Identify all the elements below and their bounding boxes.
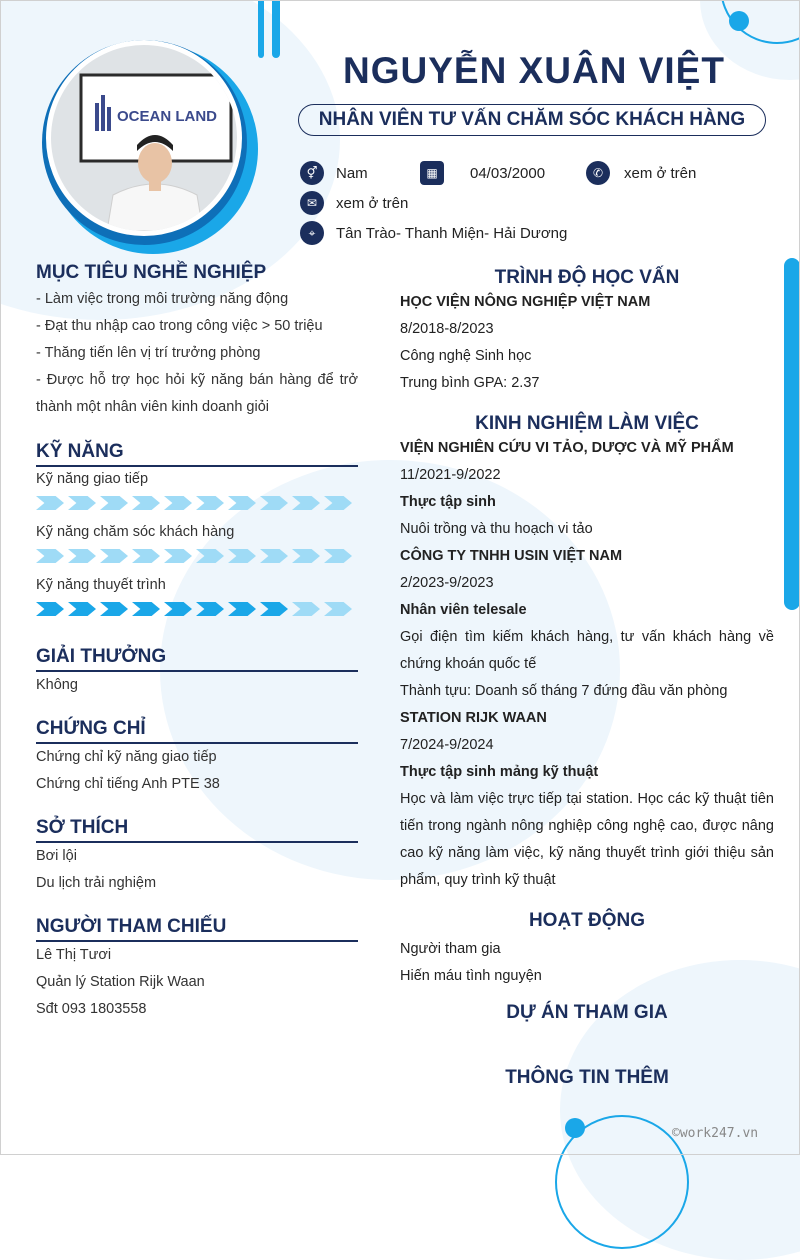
watermark: ©work247.vn: [672, 1126, 759, 1141]
job-period: 11/2021-9/2022: [400, 467, 501, 483]
education-title: TRÌNH ĐỘ HỌC VẤN: [494, 267, 680, 288]
company-name: STATION RIJK WAAN: [400, 710, 547, 726]
certificate-line: Chứng chỉ tiếng Anh PTE 38: [36, 776, 220, 792]
skill-name: Kỹ năng chăm sóc khách hàng: [36, 524, 235, 540]
company-name: CÔNG TY TNHH USIN VIỆT NAM: [400, 548, 623, 564]
objective-line: - Thăng tiến lên vị trí trưởng phòng: [36, 345, 261, 361]
birthdate-text: 04/03/2000: [470, 164, 546, 182]
reference-line: Quản lý Station Rijk Waan: [36, 974, 205, 990]
candidate-name: NGUYỄN XUÂN VIỆT: [343, 50, 725, 91]
reference-line: Sđt 093 1803558: [36, 1001, 147, 1017]
skill-name: Kỹ năng thuyết trình: [36, 577, 166, 593]
skills-title: KỸ NĂNG: [36, 441, 124, 462]
email-text: xem ở trên: [336, 194, 409, 212]
experience-title: KINH NGHIỆM LÀM VIỆC: [475, 413, 699, 434]
job-period: 2/2023-9/2023: [400, 575, 494, 591]
phone-icon: ✆: [586, 161, 610, 185]
hobby-line: Bơi lội: [36, 848, 77, 864]
activities-title: HOẠT ĐỘNG: [528, 910, 646, 931]
job-detail: Nuôi trồng và thu hoạch vi tảo: [400, 521, 593, 537]
job-period: 7/2024-9/2024: [400, 737, 494, 753]
calendar-icon: ▦: [420, 161, 444, 185]
location-icon: ⌖: [300, 221, 324, 245]
references-title: NGƯỜI THAM CHIẾU: [36, 916, 227, 937]
certificates-title: CHỨNG CHỈ: [36, 718, 146, 739]
gender-text: Nam: [336, 164, 368, 182]
job-detail: Thành tựu: Doanh số tháng 7 đứng đầu văn phòng: [400, 683, 728, 699]
activity-line: Người tham gia: [400, 941, 501, 957]
job-detail: Gọi điện tìm kiếm khách hàng, tư vấn khách hàng về chứng khoán quốc tế: [400, 629, 774, 672]
education-period: 8/2018-8/2023: [400, 321, 494, 337]
hobbies-title: SỞ THÍCH: [36, 817, 129, 838]
objective-line: - Đạt thu nhập cao trong công việc > 50 triệu: [36, 318, 323, 334]
education-gpa: Trung bình GPA: 2.37: [400, 375, 540, 391]
phone-text: xem ở trên: [624, 164, 697, 182]
job-title: NHÂN VIÊN TƯ VẤN CHĂM SÓC KHÁCH HÀNG: [298, 104, 766, 136]
job-role: Nhân viên telesale: [400, 602, 527, 618]
skill-name: Kỹ năng giao tiếp: [36, 471, 149, 487]
objective-line: - Làm việc trong môi trường năng động: [36, 291, 289, 307]
objective-title: MỤC TIÊU NGHỀ NGHIỆP: [36, 262, 267, 283]
job-role: Thực tập sinh: [400, 494, 496, 510]
photo-sign-text: OCEAN LAND: [117, 108, 217, 125]
address-text: Tân Trào- Thanh Miện- Hải Dương: [336, 224, 568, 242]
award-line: Không: [36, 677, 78, 693]
hobby-line: Du lịch trải nghiệm: [36, 875, 157, 891]
activity-line: Hiến máu tình nguyện: [400, 968, 542, 984]
objective-line: - Được hỗ trợ học hỏi kỹ năng bán hàng để trở thành một nhân viên kinh doanh giỏi: [36, 372, 358, 415]
projects-title: DỰ ÁN THAM GIA: [506, 1002, 668, 1023]
education-major: Công nghệ Sinh học: [400, 348, 532, 364]
gender-icon: ⚥: [300, 161, 324, 185]
job-detail: Học và làm việc trực tiếp tại station. Học các kỹ thuật tiên tiến trong ngành nông nghiệp công nghệ cao, được nâng cao kỹ năng làm việc, kỹ năng thuyết trình giới thiệu sản phẩm, quy trình kỹ thuật: [400, 791, 774, 888]
certificate-line: Chứng chỉ kỹ năng giao tiếp: [36, 749, 217, 765]
extra-title: THÔNG TIN THÊM: [505, 1067, 669, 1088]
company-name: VIỆN NGHIÊN CỨU VI TẢO, DƯỢC VÀ MỸ PHẨM: [400, 440, 734, 456]
school-name: HỌC VIỆN NÔNG NGHIỆP VIỆT NAM: [400, 294, 651, 310]
email-icon: ✉: [300, 191, 324, 215]
awards-title: GIẢI THƯỞNG: [36, 646, 167, 667]
job-role: Thực tập sinh mảng kỹ thuật: [400, 764, 599, 780]
reference-line: Lê Thị Tươi: [36, 947, 112, 963]
